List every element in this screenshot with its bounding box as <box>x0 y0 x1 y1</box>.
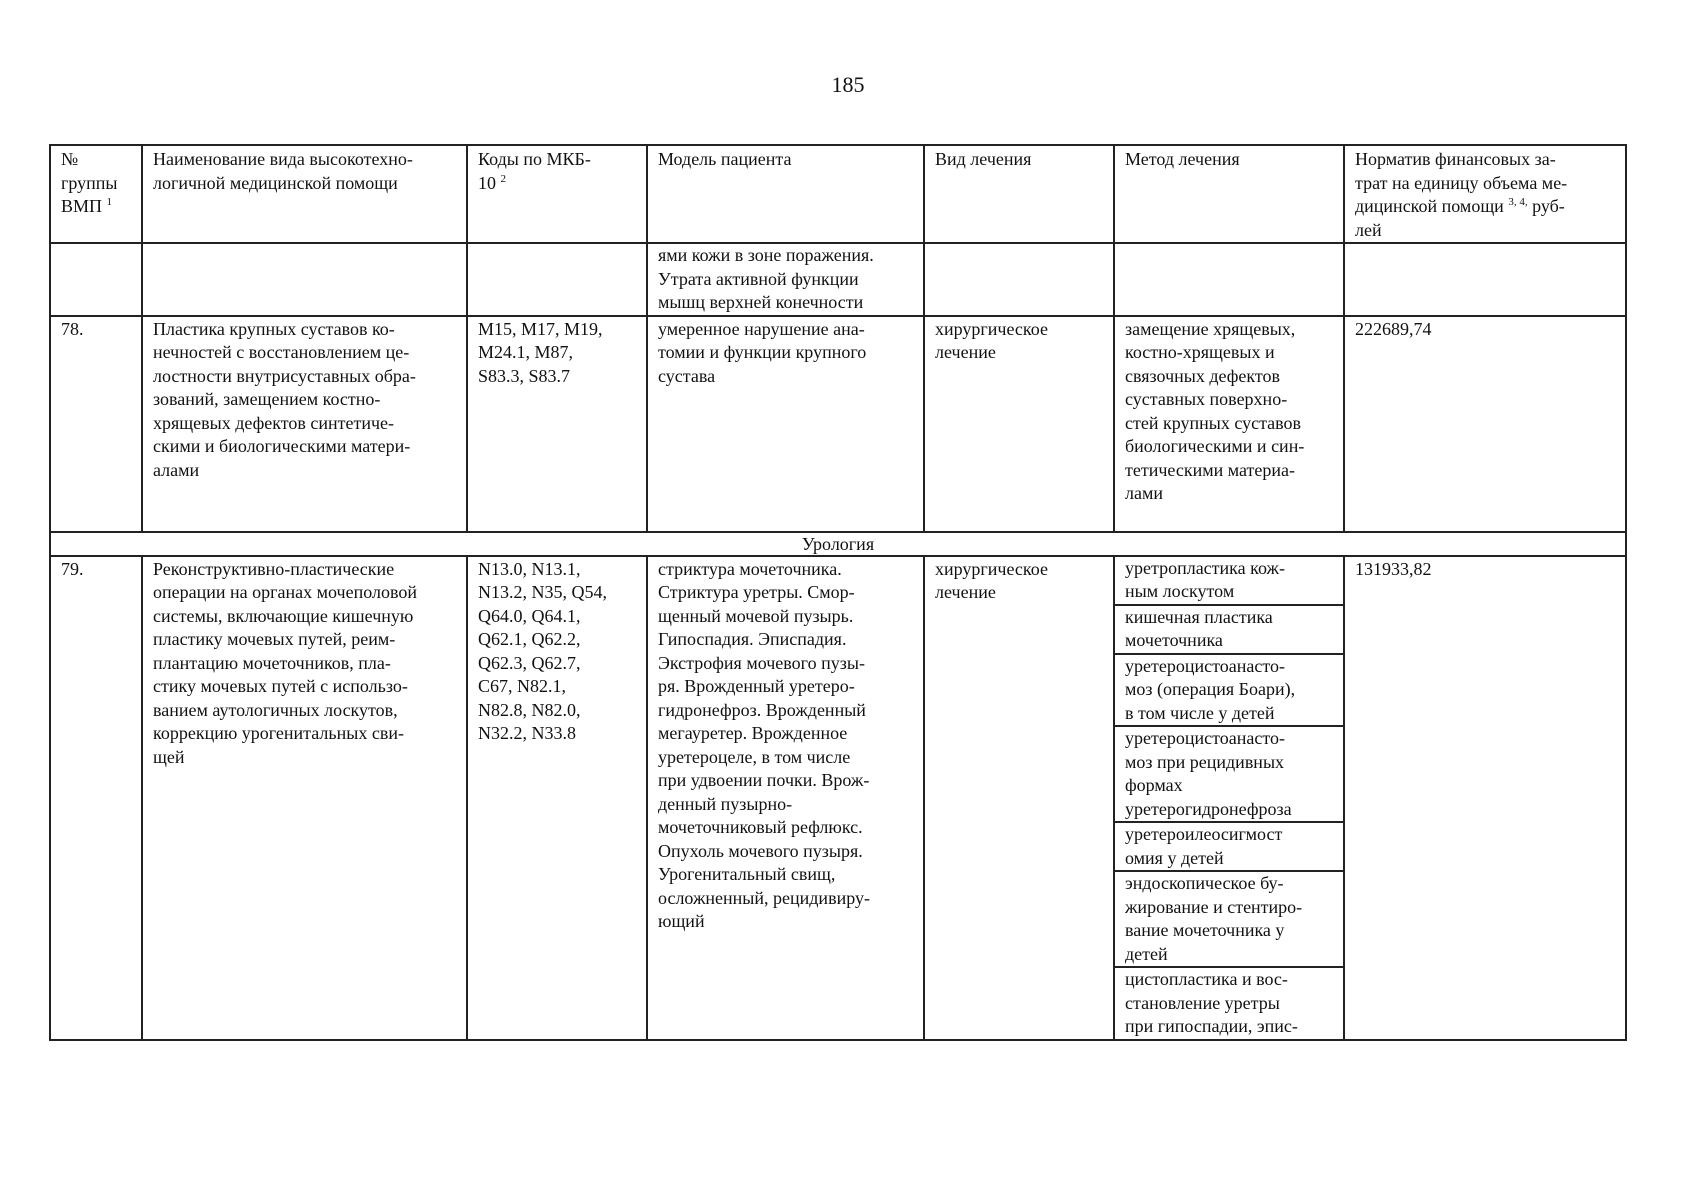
cell-model: ями кожи в зоне поражения. Утрата активной функции мышц верхней конечности <box>647 243 924 316</box>
method-item: уретероцистоанасто- моз при рецидивных формах уретерогидронефроза <box>1115 727 1343 823</box>
header-norm: Норматив финансовых за- трат на единицу объема ме- дицинской помощи $^{3, 4,}$ руб- лей <box>1344 145 1626 243</box>
method-list <box>1115 557 1343 1039</box>
method-item: уретропластика кож- ным лоскутом <box>1115 557 1343 606</box>
table-header-row <box>50 145 1626 243</box>
cell-empty <box>142 243 467 316</box>
header-icd: Коды по МКБ- 10 $^2$ <box>467 145 647 243</box>
method-item: уретероилеосигмост омия у детей <box>1115 823 1343 872</box>
cell-name: Реконструктивно-пластические операции на органах мочеполовой системы, включающие кишечную пластику мочевых путей, реим- плантацию мочеточников, пла- стику мочевых путей с использо- ванием аутологичных лоскутов, коррекцию урогенитальных сви- щей <box>142 556 467 1040</box>
method-item: эндоскопическое бу- жирование и стентиро- вание мочеточника у детей <box>1115 872 1343 968</box>
table-row-79 <box>50 556 1626 1040</box>
header-method: Метод лечения <box>1114 145 1344 243</box>
method-item: цистопластика и вос- становление уретры при гипоспадии, эпис- <box>1125 969 1298 1036</box>
cell-group-no: 79. <box>50 556 142 1040</box>
cell-icd: M15, M17, M19, M24.1, M87, S83.3, S83.7 <box>467 316 647 532</box>
cell-model: стриктура мочеточника. Стриктура уретры. Смор- щенный мочевой пузырь. Гипоспадия. Эписпадия. Экстрофия мочевого пузы- ря. Врожденный уретеро- гидронефроз. Врожденный мегауретер. Врожденное уретероцеле, в том числе при удвоении почки. Врож- денный пузырно- мочеточниковый рефлюкс. Опухоль мочевого пузыря. Урогенитальный свищ, осложненный, рецидивиру- ющий <box>647 556 924 1040</box>
cell-icd: N13.0, N13.1, N13.2, N35, Q54, Q64.0, Q64.1, Q62.1, Q62.2, Q62.3, Q62.7, C67, N82.1, N82.8, N82.0, N32.2, N33.8 <box>467 556 647 1040</box>
cell-empty <box>467 243 647 316</box>
header-treatment-type: Вид лечения <box>924 145 1114 243</box>
cell-model: умеренное нарушение ана- томии и функции крупного сустава <box>647 316 924 532</box>
cell-method: замещение хрящевых, костно-хрящевых и связочных дефектов суставных поверхно- стей крупных суставов биологическими и син- тетическими материа- лами <box>1114 316 1344 532</box>
cell-treatment-type: хирургическое лечение <box>924 316 1114 532</box>
cell-empty <box>924 243 1114 316</box>
cell-empty <box>50 243 142 316</box>
cell-methods <box>1114 556 1344 1040</box>
header-name: Наименование вида высокотехно- логичной медицинской помощи <box>142 145 467 243</box>
cell-norm: 131933,82 <box>1344 556 1626 1040</box>
method-item: уретероцистоанасто- моз (операция Боари), в том числе у детей <box>1115 655 1343 728</box>
cell-empty <box>1114 243 1344 316</box>
section-row-urology <box>50 532 1626 556</box>
section-title: Урология <box>50 532 1626 556</box>
method-item: кишечная пластика мочеточника <box>1115 606 1343 655</box>
cell-group-no: 78. <box>50 316 142 532</box>
table-row-78 <box>50 316 1626 532</box>
header-group-no: № группы ВМП $^1$ <box>50 145 142 243</box>
vmp-table <box>49 144 1627 1041</box>
page-number: 185 <box>831 72 865 97</box>
header-model: Модель пациента <box>647 145 924 243</box>
cell-name: Пластика крупных суставов ко- нечностей с восстановлением це- лостности внутрисуставных обра- зований, замещением костно- хрящевых дефектов синтетиче- скими и биологическими матери- алами <box>142 316 467 532</box>
table-row-continuation <box>50 243 1626 316</box>
cell-treatment-type: хирургическое лечение <box>924 556 1114 1040</box>
cell-norm: 222689,74 <box>1344 316 1626 532</box>
cell-empty <box>1344 243 1626 316</box>
